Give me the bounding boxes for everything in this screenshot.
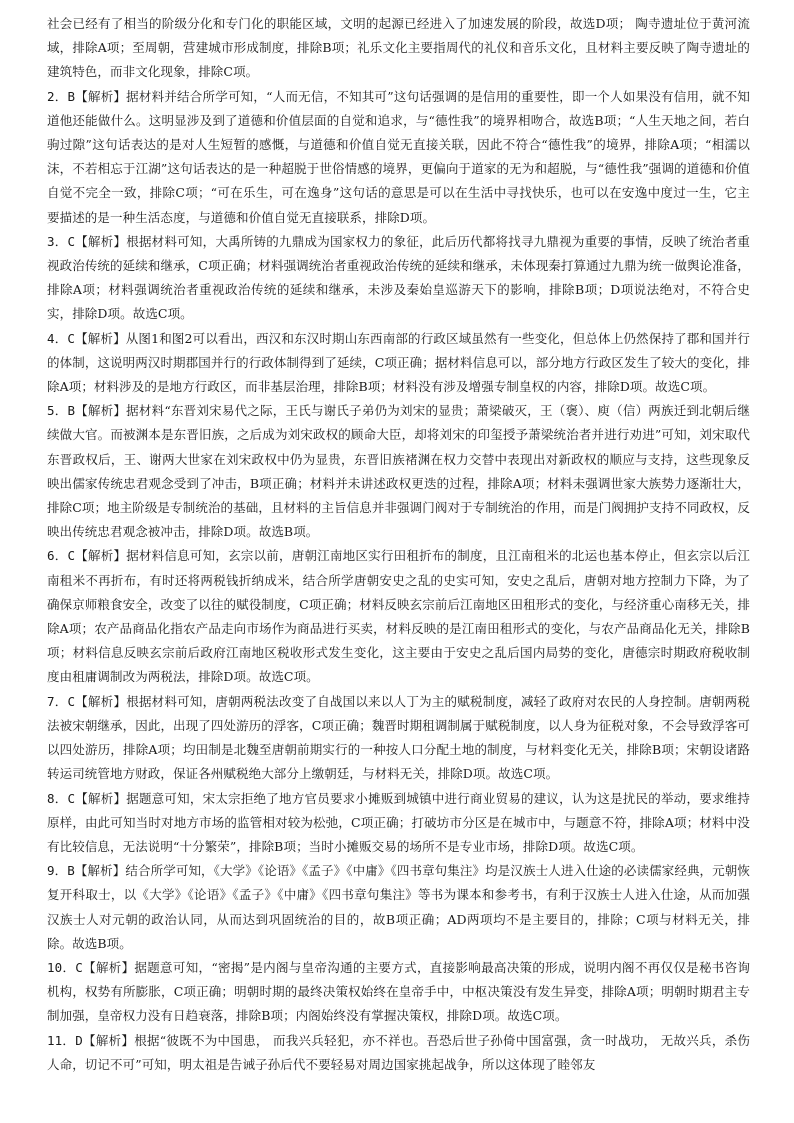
analysis-tag: 【解析】: [75, 88, 127, 104]
paragraph-text: 据材料并结合所学可知，“人而无信，不知其可”这句话强调的是信用的重要性，即一个人如果没有信用，就不知道他还能做什么。这明显涉及到了道德和价值层面的自觉和追求，与“德性我”的境界相吻合，故选B项；“人生天地之间，若白驹过隙”这句话表达的是对人生短暂的感慨，与道德和价值自觉无直接关联，因此不符合“德性我”的境界，排除A项；“相濡以沫，不若相忘于江湖”这句话表达的是一种超脱于世俗情感的境界，更偏向于道家的无为和超脱，与“德性我”强调的道德和价值自觉不完全一致，排除C项；“可在乐生，可在逸身”这句话的意思是可以在生活中寻找快乐，也可以在安逸中度过一生，它主要描述的是一种生活态度，与道德和价值自觉无直接联系，排除D项。: [47, 88, 750, 225]
paragraph-2: [47, 85, 750, 230]
answer-letter: C: [67, 790, 76, 806]
analysis-tag: 【解析】: [75, 693, 127, 709]
answer-letter: C: [67, 233, 76, 249]
paragraph-text: 据材料信息可知，玄宗以前，唐朝江南地区实行田租折布的制度，且江南租米的北运也基本停止，但玄宗以后江南租米不再折布，有时还将两税钱折纳成米，结合所学唐朝安史之乱的史实可知，安史之乱后，唐朝对地方控制力下降，为了确保京师粮食安全，改变了以往的赋役制度，C项正确；材料反映玄宗前后江南地区田租形式的变化，与经济重心南移无关，排除A项；农产品商品化指农产品走向市场作为商品进行买卖，材料反映的是江南田租形式的变化，与农产品商品化无关，排除B项；材料信息反映玄宗前后政府江南地区税收形式发生变化，这主要由于安史之乱后国内局势的变化，唐德宗时期政府税收制度由租庸调制改为两税法，排除D项。故选C项。: [47, 548, 751, 685]
paragraph-4: [47, 327, 750, 400]
paragraph-5: [47, 399, 750, 544]
question-number: 11．: [47, 1032, 76, 1048]
paragraph-8: [47, 787, 750, 860]
paragraph-text: 根据材料可知，大禹所铸的九鼎成为国家权力的象征，此后历代都将找寻九鼎视为重要的事情，反映了统治者重视政治传统的延续和继承，C项正确；材料强调统治者重视政治传统的延续和继承，未体现秦打算通过九鼎为统一做舆论准备，排除A项；材料强调统治者重视政治传统的延续和继承，未涉及秦始皇巡游天下的影响，排除B项；D项说法绝对，不符合史实，排除D项。故选C项。: [47, 233, 751, 322]
paragraph-7: [47, 690, 750, 787]
analysis-tag: 【解析】: [75, 330, 126, 346]
answer-letter: C: [67, 548, 76, 564]
paragraph-6: [47, 544, 750, 689]
paragraph-text: 从图1和图2可以看出，西汉和东汉时期山东西南部的行政区域虽然有一些变化，但总体上仍然保持了郡和国并行的体制，这说明两汉时期郡国并行的行政体制得到了延续，C项正确；据材料信息可以，部分地方行政区发生了较大的变化，排除A项；材料涉及的是地方行政区，而非基层治理，排除B项；材料没有涉及增强专制皇权的内容，排除D项。故选C项。: [47, 330, 750, 395]
analysis-tag: 【解析】: [75, 233, 127, 249]
answer-letter: B: [67, 403, 76, 419]
analysis-tag: 【解析】: [75, 790, 127, 806]
paragraph-0: [47, 12, 750, 85]
answer-letter: D: [75, 1032, 83, 1048]
analysis-tag: 【解析】: [74, 863, 126, 879]
paragraph-text: 社会已经有了相当的阶级分化和专门化的职能区域，文明的起源已经进入了加速发展的阶段，故选D项； 陶寺遗址位于黄河流域，排除A项；至周朝，营建城市形成制度，排除B项；礼乐文化主要指周代的礼仪和音乐文化，且材料主要反映了陶寺遗址的建筑特色，而非文化现象，排除C项。: [47, 16, 750, 80]
paragraph-text: 据材料“东晋刘宋易代之际，王氏与谢氏子弟仍为刘宋的显贵；萧梁破灭，王（褒）、庾（信）两族迁到北朝后继续做大官。而被渊本是东晋旧族，之后成为刘宋政权的顾命大臣，却将刘宋的印玺授予萧梁统治者并进行劝进”可知，刘宋取代东晋政权后，王、谢两大世家在刘宋政权中仍为显贵，东晋旧族褚渊在权力交替中表现出对新政权的顺应与支持，这些现象反映出儒家传统忠君观念受到了冲击，B项正确；材料并未讲述政权更迭的过程，排除A项；材料未强调世家大族势力逐渐壮大，排除C项；地主阶级是专制统治的基础，且材料的主旨信息并非强调门阀对于专制统治的作用，而是门阀拥护支持不同政权，反映出传统忠君观念被冲击，排除D项。故选B项。: [47, 403, 750, 540]
paragraph-text: 根据材料可知，唐朝两税法改变了自战国以来以人丁为主的赋税制度，减轻了政府对农民的人身控制。唐朝两税法被宋朝继承，因此，出现了四处游历的浮客，C项正确；魏晋时期租调制属于赋税制度，以人身为征税对象，不会导致浮客可以四处游历，排除A项；均田制是北魏至唐朝前期实行的一种按人口分配土地的制度，与材料变化无关，排除B项；宋朝设诸路转运司统管地方财政，保证各州赋税绝大部分上缴朝廷，与材料无关，排除D项。故选C项。: [47, 693, 751, 782]
question-number: 10．: [47, 959, 76, 975]
question-number: 3．: [47, 233, 68, 249]
answer-letter: C: [67, 330, 76, 346]
question-number: 2．: [47, 88, 68, 104]
paragraph-10: [47, 956, 750, 1029]
question-number: 8．: [47, 790, 68, 806]
answer-letter: C: [75, 959, 83, 975]
question-number: 9．: [47, 863, 68, 879]
question-number: 6．: [47, 548, 68, 564]
question-number: 7．: [47, 693, 68, 709]
paragraph-11: [47, 1029, 750, 1077]
question-number: 4．: [47, 330, 68, 346]
paragraph-9: [47, 859, 750, 956]
answer-letter: B: [67, 863, 75, 879]
answer-letter: C: [67, 693, 76, 709]
analysis-tag: 【解析】: [82, 959, 135, 975]
analysis-tag: 【解析】: [75, 403, 127, 419]
answer-letter: B: [67, 88, 76, 104]
analysis-tag: 【解析】: [75, 548, 127, 564]
paragraph-text: 据题意可知，“密揭”是内阁与皇帝沟通的主要方式，直接影响最高决策的形成，说明内阁不再仅仅是秘书咨询机构，权势有所膨胀，C项正确；明朝时期的最终决策权始终在皇帝手中，中枢决策没有发生异变，排除A项；明朝时期君主专制加强，皇帝权力没有日趋衰落，排除B项；内阁始终没有掌握决策权，排除D项。故选C项。: [47, 959, 750, 1024]
paragraph-text: 根据“彼既不为中国患， 而我兴兵轻犯，亦不祥也。吾恐后世子孙倚中国富强，贪一时战功， 无故兴兵，杀伤人命，切记不可”可知，明太祖是告诫子孙后代不要轻易对周边国家挑起战争，所以这体现了睦邻友: [47, 1032, 750, 1072]
paragraph-text: 据题意可知，宋太宗拒绝了地方官员要求小摊贩到城镇中进行商业贸易的建议，认为这是扰民的举动，要求维持原样，由此可知当时对地方市场的监管相对较为松弛，C项正确；打破坊市分区是在城市中，与题意不符，排除A项；材料中没有比较信息，无法说明“十分繁荣”，排除B项；当时小摊贩交易的场所不是专业市场，排除D项。故选C项。: [47, 790, 751, 854]
paragraph-text: 结合所学可知，《大学》《论语》《孟子》《中庸》《四书章句集注》均是汉族士人进入仕途的必读儒家经典，元朝恢复开科取士，以《大学》《论语》《孟子》《中庸》《四书章句集注》等书为课本和参考书，有利于汉族士人进入仕途，从而加强汉族士人对元朝的政治认同，从而达到巩固统治的目的，故B项正确；AD两项均不是主要目的，排除；C项与材料无关，排除。故选B项。: [47, 863, 751, 951]
analysis-tag: 【解析】: [82, 1032, 135, 1048]
paragraph-3: [47, 230, 750, 327]
question-number: 5．: [47, 403, 68, 419]
